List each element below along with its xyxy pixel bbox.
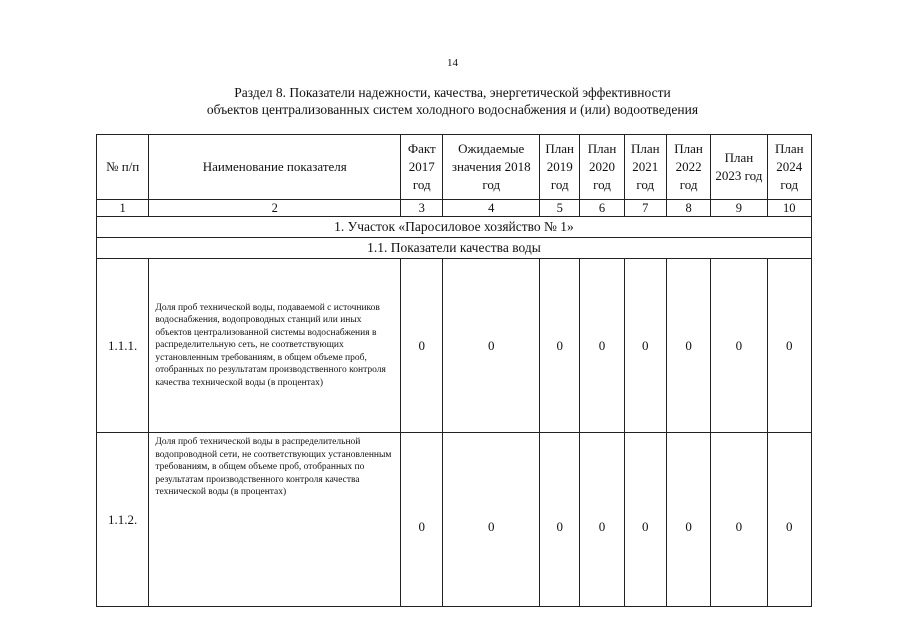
column-number-row [97, 200, 812, 217]
value-cell: 0 [767, 433, 811, 607]
value-cell: 0 [401, 433, 443, 607]
indicators-table [96, 134, 812, 607]
table-row [97, 433, 812, 607]
header-cell-num: № п/п [97, 135, 149, 200]
subsection-row [97, 238, 812, 259]
value-cell: 0 [711, 259, 767, 433]
column-number: 5 [540, 200, 580, 217]
header-cell-fact-2017: Факт 2017 год [401, 135, 443, 200]
value-cell: 0 [624, 433, 666, 607]
value-cell: 0 [401, 259, 443, 433]
column-number: 1 [97, 200, 149, 217]
column-number: 7 [624, 200, 666, 217]
indicator-name: Доля проб технической воды в распределительной водопроводной сети, не соответствующих установленным требованиям, в общем объеме проб, отобранных по результатам производственного контроля качества технической воды (в процентах) [149, 433, 401, 607]
value-cell: 0 [711, 433, 767, 607]
value-cell: 0 [443, 259, 540, 433]
column-number: 10 [767, 200, 811, 217]
header-cell-plan-2024: План 2024 год [767, 135, 811, 200]
section-title-line-1: Раздел 8. Показатели надежности, качества, энергетической эффективности [234, 85, 671, 100]
row-number: 1.1.1. [97, 259, 149, 433]
column-number: 6 [580, 200, 624, 217]
value-cell: 0 [666, 259, 710, 433]
header-cell-plan-2020: План 2020 год [580, 135, 624, 200]
subsection-heading: 1.1. Показатели качества воды [97, 238, 812, 259]
section-title-line-2: объектов централизованных систем холодного водоснабжения и (или) водоотведения [206, 102, 699, 117]
header-row [97, 135, 812, 200]
column-number: 8 [666, 200, 710, 217]
value-cell: 0 [540, 433, 580, 607]
header-cell-plan-2022: План 2022 год [666, 135, 710, 200]
header-cell-name: Наименование показателя [149, 135, 401, 200]
value-cell: 0 [666, 433, 710, 607]
value-cell: 0 [580, 433, 624, 607]
indicator-name: Доля проб технической воды, подаваемой с источников водоснабжения, водопроводных станций или иных объектов централизованной системы водоснабжения в распределительную сеть, не соответствующих установленным требованиям, в общем объеме проб, отобранных по результатам производственного контроля качества технической воды (в процентах) [149, 259, 401, 433]
value-cell: 0 [443, 433, 540, 607]
value-cell: 0 [540, 259, 580, 433]
value-cell: 0 [580, 259, 624, 433]
section-row [97, 217, 812, 238]
header-cell-plan-2019: План 2019 год [540, 135, 580, 200]
page-number: 14 [447, 57, 458, 69]
header-cell-plan-2023: План 2023 год [711, 135, 767, 200]
column-number: 2 [149, 200, 401, 217]
table-row [97, 259, 812, 433]
section-heading: 1. Участок «Паросиловое хозяйство № 1» [97, 217, 812, 238]
column-number: 3 [401, 200, 443, 217]
header-cell-expected-2018: Ожидаемые значения 2018 год [443, 135, 540, 200]
header-cell-plan-2021: План 2021 год [624, 135, 666, 200]
value-cell: 0 [624, 259, 666, 433]
value-cell: 0 [767, 259, 811, 433]
column-number: 9 [711, 200, 767, 217]
row-number: 1.1.2. [97, 433, 149, 607]
column-number: 4 [443, 200, 540, 217]
